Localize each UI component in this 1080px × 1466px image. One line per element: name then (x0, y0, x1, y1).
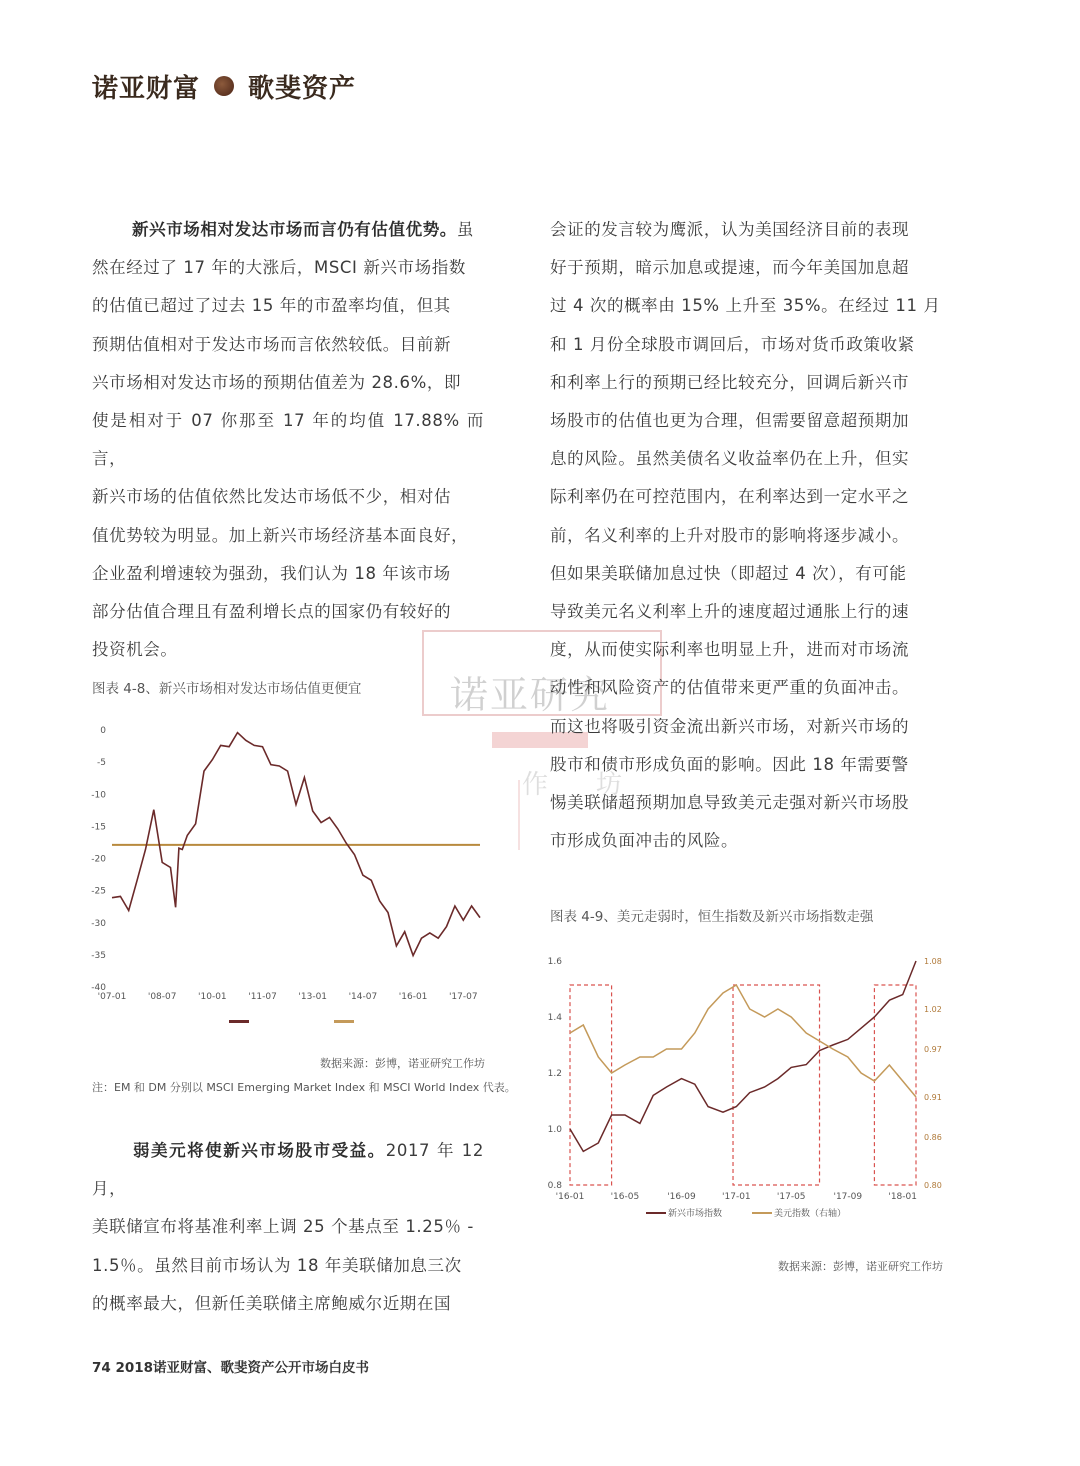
figure1-legend-mean (334, 1020, 354, 1023)
figure2-chart (540, 945, 950, 1225)
figure2-x-tick: '17-05 (776, 1192, 806, 1202)
figure1-y-tick: -20 (91, 854, 106, 865)
figure1-y-tick: -5 (97, 758, 106, 769)
figure2-x-tick: '16-09 (667, 1192, 696, 1202)
figure2-legend-usd-label: 美元指数（右轴） (774, 1209, 847, 1219)
figure1-y-tick: -30 (91, 918, 106, 929)
brand-header (92, 66, 356, 106)
figure1-y-tick: -15 (91, 822, 106, 833)
figure1-x-tick: '14-07 (348, 992, 378, 1002)
figure1-source: 数据来源：彭博，诺亚研究工作坊 (320, 1057, 485, 1070)
figure2-y2-tick: 1.02 (924, 1005, 942, 1014)
brand-seal-icon (214, 76, 234, 96)
figure1-caption: 图表 4-8、新兴市场相对发达市场估值更便宜 (92, 681, 362, 697)
figure2-y-tick: 0.8 (547, 1181, 562, 1191)
figure2-y2-tick: 0.86 (924, 1133, 942, 1142)
figure1-y-tick: -10 (91, 790, 106, 801)
figure2-highlight-box (874, 985, 916, 1185)
figure2-caption: 图表 4-9、美元走弱时，恒生指数及新兴市场指数走强 (550, 909, 874, 925)
figure1-x-tick: '10-01 (198, 992, 227, 1002)
figure2-y-tick: 1.2 (547, 1069, 562, 1079)
figure1-x-tick: '13-01 (298, 992, 328, 1002)
p1-lead: 新兴市场相对发达市场而言仍有估值优势。 (132, 220, 457, 239)
figure2-highlight-box (570, 985, 612, 1185)
figure2-y-tick: 1.4 (547, 1013, 562, 1023)
figure2-series-em (570, 961, 916, 1151)
figure1-y-tick: -35 (91, 950, 106, 961)
figure1-x-tick: '11-07 (248, 992, 277, 1002)
figure1-y-tick: 0 (100, 726, 106, 736)
watermark-subtext: 作坊 (522, 770, 671, 800)
figure1-y-tick: -25 (91, 886, 106, 897)
figure2-highlight-box (733, 985, 820, 1185)
right-paragraph: 会证的发言较为鹰派，认为美国经济目前的表现 好于预期，暗示加息或提速，而今年美国加息超 过 4 次的概率由 15% 上升至 35%。在经过 11 月 和 1 月份全球股市调回后，市场对货币政策收紧 和利率上行的预期已经比较充分，回调后新兴市 场股市的估值也更为合理，但需要留意超预期加 息的风险。虽然美债名义收益率仍在上升，但实 际利率仍在可控范围内，在利率达到一定水平之 前，名义利率的上升对股市的影响将逐步减小。 但如果美联储加息过快（即超过 4 次），有可能 导致美元名义利率上升的速度超过通胀上行的速 度，从而使实际利率也明显上升，进而对市场流 动性和风险资产的估值带来更严重的负面冲击。 而这也将吸引资金流出新兴市场，对新兴市场的 股市和债市形成负面的影响。因此 18 年需要警 惕美联储超预期加息导致美元走强对新兴市场股 市形成负面冲击的风险。 (550, 220, 941, 851)
figure1-chart (88, 715, 488, 1015)
figure2-y-tick: 1.0 (547, 1125, 562, 1135)
figure1-x-tick: '07-01 (97, 992, 127, 1002)
figure1-x-tick: '16-01 (398, 992, 428, 1002)
figure2-x-tick: '16-01 (555, 1192, 585, 1202)
figure2-x-tick: '18-01 (888, 1192, 918, 1202)
figure1-legend-em (229, 1020, 249, 1023)
figure1-x-tick: '17-07 (448, 992, 478, 1002)
left-paragraph-2: 弱美元将使新兴市场股市受益。2017 年 12 月， 美联储宣布将基准利率上调 25 个基点至 1.25％ - 1.5％。虽然目前市场认为 18 年美联储加息三次 的概率最大，但新任美联储主席鲍威尔近期在国 (92, 1141, 484, 1313)
figure2-x-tick: '17-09 (833, 1192, 863, 1202)
figure2-y2-tick: 0.91 (924, 1093, 942, 1102)
figure2-y2-tick: 0.80 (924, 1181, 942, 1190)
p2-lead: 弱美元将使新兴市场股市受益。 (132, 1141, 386, 1160)
figure2-x-tick: '16-05 (610, 1192, 640, 1202)
brand-left: 诺亚财富 (92, 73, 201, 104)
figure2-y2-tick: 0.97 (924, 1045, 942, 1054)
figure2-source: 数据来源：彭博，诺亚研究工作坊 (778, 1260, 943, 1273)
figure2-series-usd (570, 985, 916, 1097)
watermark-line (518, 780, 520, 850)
figure2-y-tick: 1.6 (547, 957, 562, 967)
figure2-y2-tick: 1.08 (924, 957, 942, 966)
figure1-y-tick: -40 (91, 983, 106, 993)
figure2-x-tick: '17-01 (722, 1192, 751, 1202)
left-paragraph-1: 新兴市场相对发达市场而言仍有估值优势。虽 然在经过了 17 年的大涨后，MSCI 新兴市场指数 的估值已超过了过去 15 年的市盈率均值，但其 预期估值相对于发达市场而言依然较低。目前新 兴市场相对发达市场的预期估值差为 28.6%，即 使是相对于 07 你那至 17 年的均值 17.88% 而言， 新兴市场的估值依然比发达市场低不少，相对估 值优势较为明显。加上新兴市场经济基本面良好， 企业盈利增速较为强劲，我们认为 18 年该市场 部分估值合理且有盈利增长点的国家仍有较好的 投资机会。 (92, 220, 484, 660)
brand-right: 歌斐资产 (248, 73, 357, 104)
figure1-x-tick: '08-07 (147, 992, 177, 1002)
watermark-text: 诺亚研究 (450, 673, 611, 717)
page-footer: 74 2018诺亚财富、歌斐资产公开市场白皮书 (92, 1360, 370, 1376)
figure1-note: 注：EM 和 DM 分别以 MSCI Emerging Market Index 和 MSCI World Index 代表。 (92, 1081, 516, 1094)
figure2-legend-em-label: 新兴市场指数 (668, 1209, 723, 1219)
